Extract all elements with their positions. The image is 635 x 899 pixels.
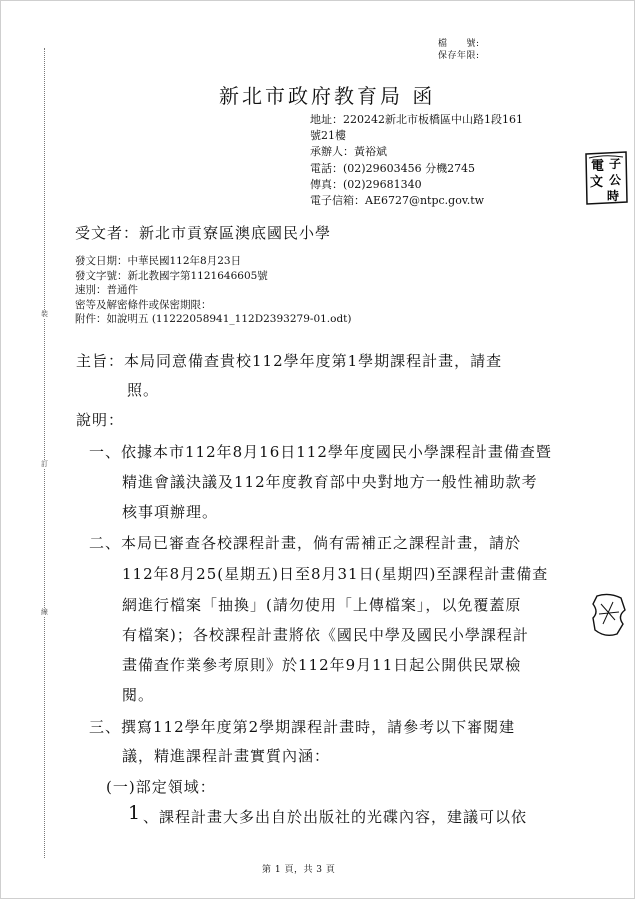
binding-mark-bottom: 線 bbox=[41, 608, 48, 616]
sub-item-number: 1 bbox=[128, 802, 141, 824]
speed: 速別：普通件 bbox=[75, 284, 138, 296]
issue-date: 發文日期：中華民國112年8月23日 bbox=[75, 255, 242, 267]
page-footer: 第 1 頁，共 3 頁 bbox=[262, 865, 336, 875]
sub-item-text: 、課程計畫大多出自於出版社的光碟內容，建議可以依 bbox=[143, 808, 528, 826]
document-title: 新北市政府教育局 函 bbox=[219, 84, 436, 108]
item-3-line: 三、撰寫112學年度第2學期課程計畫時，請參考以下審閱建 bbox=[89, 718, 516, 736]
item-2-line: 網進行檔案「抽換」(請勿使用「上傳檔案」，以免覆蓋原 bbox=[122, 596, 522, 614]
confidentiality: 密等及解密條件或保密期限： bbox=[75, 298, 212, 311]
binding-line bbox=[44, 48, 45, 858]
binding-mark-top: 裝 bbox=[41, 310, 48, 318]
subject-line-1: 主旨：本局同意備查貴校112學年度第1學期課程計畫，請查 bbox=[76, 352, 503, 370]
address-line-1: 地址：220242新北市板橋區中山路1段161 bbox=[310, 113, 523, 126]
handler: 承辦人：黃裕斌 bbox=[310, 145, 387, 159]
phone: 電話：(02)29603456 分機2745 bbox=[310, 161, 476, 175]
item-1-line: 精進會議決議及112年度教育部中央對地方一般性補助款考 bbox=[122, 473, 538, 491]
stamp-char: 時 bbox=[607, 189, 620, 203]
attachment: 附件：如說明五 (11222058941_112D2393279-01.odt) bbox=[75, 313, 352, 325]
file-number-label: 檔 號: bbox=[438, 39, 480, 49]
subject-line-2: 照。 bbox=[127, 381, 160, 399]
stamp-char: 公 bbox=[609, 173, 622, 187]
retention-label: 保存年限: bbox=[438, 51, 480, 61]
seal-fragment-icon bbox=[587, 590, 629, 640]
electronic-stamp-icon bbox=[583, 150, 629, 206]
email: 電子信箱：AE6727@ntpc.gov.tw bbox=[310, 194, 485, 208]
address-line-2: 號21樓 bbox=[310, 129, 346, 143]
item-1-line: 核事項辦理。 bbox=[122, 503, 219, 521]
binding-mark-middle: 訂 bbox=[41, 460, 48, 468]
item-3-line: 議，精進課程計畫實質內涵： bbox=[122, 747, 331, 765]
stamp-char: 文 bbox=[590, 175, 604, 190]
item-2-line: 有檔案)；各校課程計畫將依《國民中學及國民小學課程計 bbox=[122, 626, 529, 644]
contact-block bbox=[310, 112, 523, 209]
item-2-line: 112年8月25(星期五)日至8月31日(星期四)至課程計畫備查 bbox=[122, 565, 549, 583]
fax: 傳真：(02)29681340 bbox=[310, 177, 422, 191]
recipient: 受文者：新北市貢寮區澳底國民小學 bbox=[75, 224, 332, 242]
stamp-char: 電 bbox=[591, 159, 605, 174]
item-1-line: 一、依據本市112年8月16日112學年度國民小學課程計畫備查暨 bbox=[89, 443, 552, 461]
stamp-char: 子 bbox=[609, 157, 622, 171]
explanation-heading: 說明： bbox=[76, 411, 125, 429]
sub-heading: (一)部定領域： bbox=[106, 778, 216, 796]
item-2-line: 畫備查作業參考原則》於112年9月11日起公開供民眾檢 bbox=[122, 656, 522, 674]
document-number: 發文字號：新北教國字第1121646605號 bbox=[75, 269, 268, 282]
meta-block bbox=[75, 254, 352, 327]
item-2-line: 二、本局已審查各校課程計畫，倘有需補正之課程計畫，請於 bbox=[89, 534, 522, 552]
item-2-line: 閱。 bbox=[122, 686, 155, 704]
